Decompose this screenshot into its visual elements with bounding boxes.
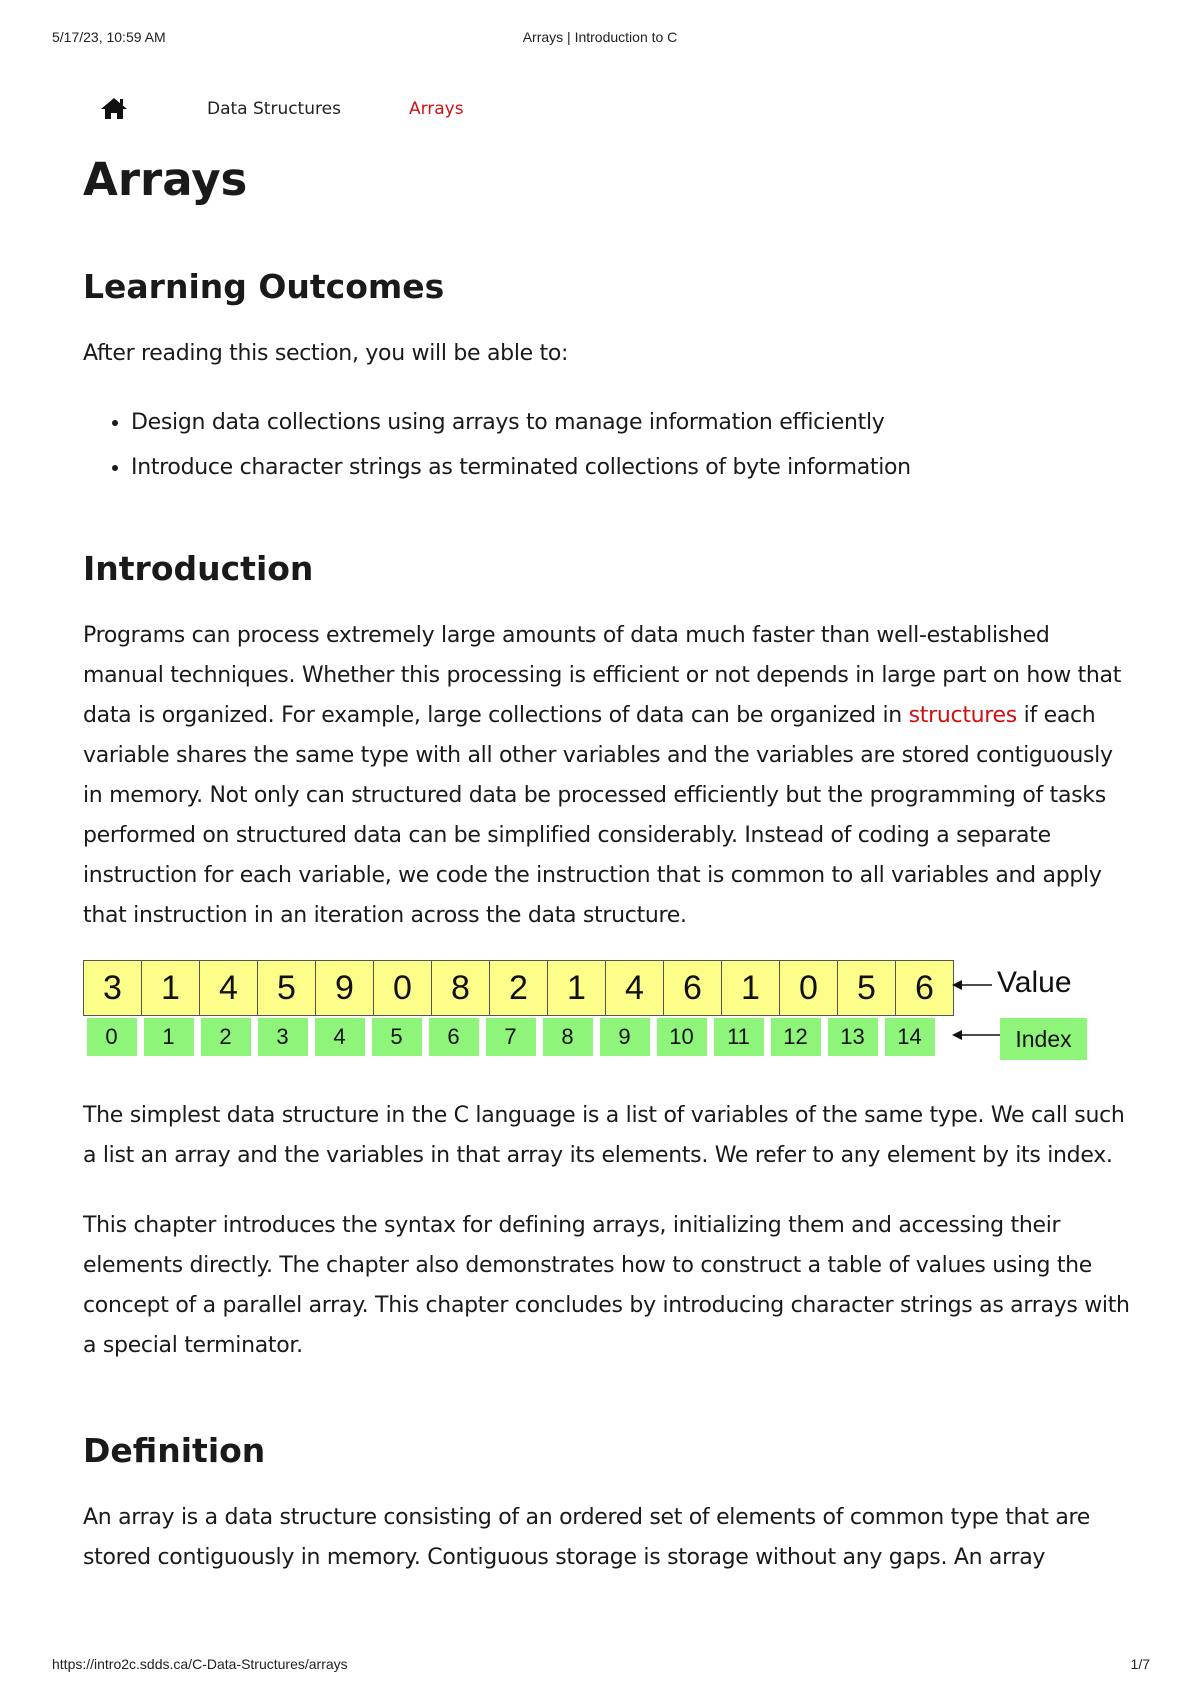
chapter-overview-paragraph: This chapter introduces the syntax for defining arrays, initializing them and accessing their elements directly. The chapter also demonstrates how to construct a table of values using the concept of a parallel array. This chapter concludes by introducing character strings as arrays with a special terminator. [83, 1213, 1130, 1358]
array-index-cell: 0 [87, 1018, 137, 1056]
home-icon[interactable] [97, 94, 131, 124]
array-value-cell: 1 [548, 960, 606, 1016]
array-value-cell: 5 [838, 960, 896, 1016]
array-index-cell: 4 [315, 1018, 365, 1056]
array-value-cell: 1 [722, 960, 780, 1016]
print-page-number: 1/7 [1130, 1656, 1150, 1672]
print-page-title: Arrays | Introduction to C [522, 29, 678, 45]
introduction-paragraph [83, 616, 1133, 936]
breadcrumb-current-arrays: Arrays [408, 99, 464, 119]
array-index-cell: 13 [828, 1018, 878, 1056]
array-index-cell: 1 [144, 1018, 194, 1056]
page-title: Arrays [83, 153, 248, 206]
print-footer [0, 1656, 1200, 1676]
simplest-structure-paragraph: The simplest data structure in the C language is a list of variables of the same type. We call such a list an array and the variables in that array its elements. We refer to any element by its index. [83, 1103, 1125, 1168]
learning-outcomes-intro: After reading this section, you will be able to: [83, 341, 569, 366]
array-index-cell: 6 [429, 1018, 479, 1056]
array-index-cell: 9 [600, 1018, 650, 1056]
value-label: Value [997, 966, 1072, 999]
intro-text-after-link: if each variable shares the same type with all other variables and the variables are stored contiguously in memory. Not only can structured data be processed efficiently but the programming of tasks performed on structured data can be simplified considerably. Instead of coding a separate instruction for each variable, we code the instruction that is common to all variables and apply that instruction in an iteration across the data structure. [83, 703, 1113, 928]
array-value-cell: 1 [142, 960, 200, 1016]
array-value-cell: 2 [490, 960, 548, 1016]
print-url: https://intro2c.sdds.ca/C-Data-Structures/arrays [52, 1656, 348, 1672]
array-value-cell: 6 [664, 960, 722, 1016]
index-row [83, 1018, 938, 1056]
value-arrow-icon [952, 978, 996, 992]
array-value-cell: 9 [316, 960, 374, 1016]
array-value-cell: 8 [432, 960, 490, 1016]
array-diagram [83, 960, 1133, 1070]
array-index-cell: 7 [486, 1018, 536, 1056]
index-arrow-icon [952, 1028, 1000, 1042]
array-index-cell: 12 [771, 1018, 821, 1056]
breadcrumb-data-structures[interactable]: Data Structures [207, 99, 341, 119]
article [83, 88, 1133, 1578]
array-index-cell: 10 [657, 1018, 707, 1056]
definition-paragraph: An array is a data structure consisting of an ordered set of elements of common type that are stored contiguously in memory. Contiguous storage is storage without any gaps. An array [83, 1505, 1091, 1570]
array-value-cell: 4 [200, 960, 258, 1016]
structures-link[interactable]: structures [908, 703, 1017, 728]
list-item: • Introduce character strings as terminated collections of byte information [131, 445, 1133, 490]
intro-text-before-link: Programs can process extremely large amounts of data much faster than well-established manual techniques. Whether this processing is efficient or not depends in large part on how that data is organized. For example, large collections of data can be organized in [83, 623, 1122, 728]
array-index-cell: 8 [543, 1018, 593, 1056]
array-value-cell: 6 [896, 960, 954, 1016]
array-value-cell: 4 [606, 960, 664, 1016]
array-index-cell: 2 [201, 1018, 251, 1056]
definition-heading: Definition [83, 1431, 266, 1470]
value-row [83, 960, 954, 1016]
array-index-cell: 14 [885, 1018, 935, 1056]
array-index-cell: 3 [258, 1018, 308, 1056]
array-index-cell: 5 [372, 1018, 422, 1056]
print-datetime: 5/17/23, 10:59 AM [52, 29, 166, 45]
learning-outcomes-list [83, 400, 1133, 490]
array-value-cell: 0 [780, 960, 838, 1016]
array-value-cell: 3 [84, 960, 142, 1016]
array-index-cell: 11 [714, 1018, 764, 1056]
introduction-heading: Introduction [83, 549, 314, 588]
array-value-cell: 5 [258, 960, 316, 1016]
index-label: Index [1000, 1018, 1087, 1060]
list-item: • Design data collections using arrays to manage information efficiently [131, 400, 1133, 445]
learning-outcomes-heading: Learning Outcomes [83, 267, 445, 306]
array-value-cell: 0 [374, 960, 432, 1016]
breadcrumb [83, 88, 1133, 130]
print-header [0, 29, 1200, 49]
